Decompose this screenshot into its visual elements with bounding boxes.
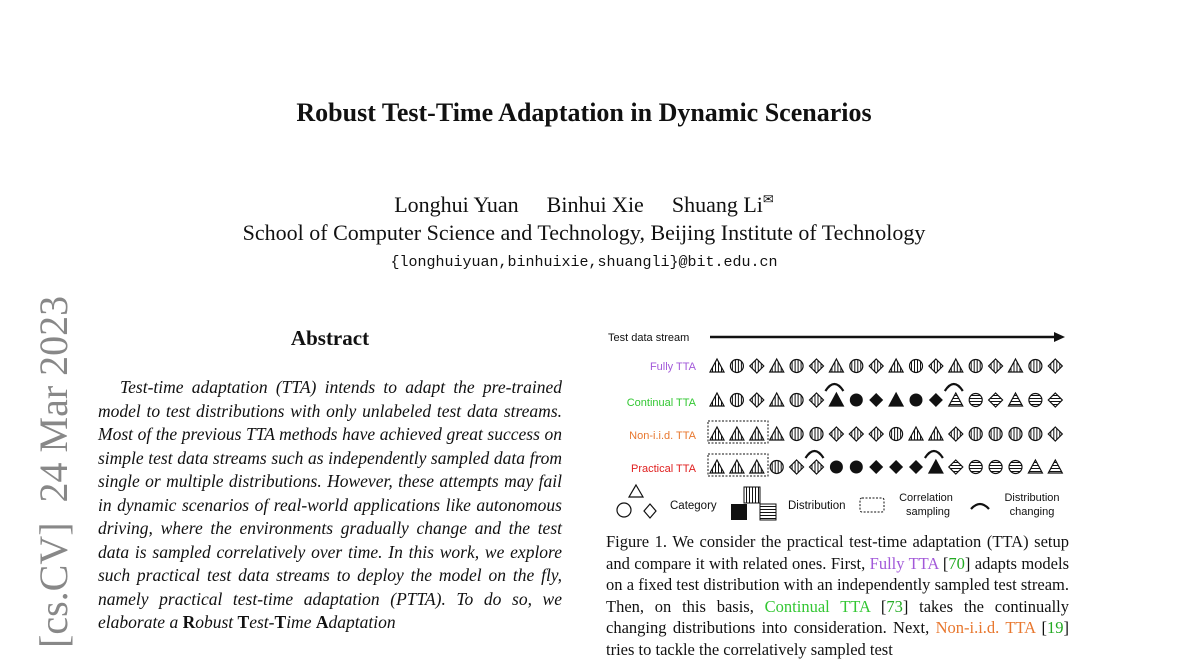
stream-sample-glyph <box>1009 359 1023 372</box>
stream-sample-glyph <box>1029 428 1042 441</box>
abstract-text: obust <box>195 612 238 632</box>
stream-sample-glyph <box>750 359 764 373</box>
stream-sample-glyph <box>1048 393 1062 407</box>
stream-sample-glyph <box>849 427 863 441</box>
stream-sample-glyph <box>889 359 903 372</box>
abstract-text: Test-time adaptation (TTA) intends to adapt the pre-trained model to test distributions with only unlabeled test data streams. Most of the previous TTA methods have achieved great success on simple test data streams such as independently sampled data from single or multiple distributions. However, these attempts may fail in dynamic scenarios of real-world applications like autonomous driving, where the environments gradually change and the test data is sampled correlatively over time. In this work, we explore such practical test data streams to deploy the model on the fly, namely practical test-time adaptation (PTTA). To do so, we elaborate a <box>98 377 562 632</box>
stream-sample-glyph <box>1009 393 1023 406</box>
distribution-change-arc <box>945 384 963 391</box>
stream-sample-glyph <box>869 427 883 441</box>
abstract-bold: T <box>274 612 287 632</box>
stream-sample-glyph <box>869 359 883 373</box>
row-label-continual: Continual TTA <box>626 397 696 409</box>
stream-sample-glyph <box>770 393 784 406</box>
stream-sample-glyph <box>770 359 784 372</box>
stream-sample-glyph <box>790 360 803 373</box>
stream-sample-glyph <box>910 394 923 407</box>
stream-sample-glyph <box>909 460 923 474</box>
stream-sample-glyph <box>790 428 803 441</box>
stream-sample-glyph <box>730 427 744 440</box>
stream-sample-glyph <box>869 393 883 407</box>
stream-sample-glyph <box>929 359 943 373</box>
stream-sample-glyph <box>730 394 743 407</box>
paper-title: Robust Test-Time Adaptation in Dynamic Scenarios <box>296 98 872 127</box>
citation-link[interactable]: 73 <box>886 596 903 616</box>
row-label-fully: Fully TTA <box>649 361 696 373</box>
arxiv-date: 24 Mar 2023 <box>31 295 76 503</box>
stream-sample-glyph <box>1009 461 1022 474</box>
stream-sample-glyph <box>929 393 943 407</box>
stream-sample-glyph <box>830 461 843 474</box>
arxiv-category: [cs.CV] <box>31 522 76 648</box>
legend-correlation-1: Correlation <box>899 492 953 504</box>
caption-text: adapts models on a fixed test distribution with an independently sampled test stream. Then, on this basis, <box>606 553 1069 616</box>
stream-sample-glyph <box>949 359 963 372</box>
stream-sample-glyph <box>850 360 863 373</box>
stream-sample-glyph <box>909 427 923 440</box>
stream-sample-glyph <box>750 460 764 473</box>
stream-sample-glyph <box>969 360 982 373</box>
stream-sample-glyph <box>890 428 903 441</box>
stream-sample-glyph <box>889 460 903 474</box>
legend-distribution: Distribution <box>788 500 846 512</box>
stream-sample-glyph <box>1028 460 1042 473</box>
author-name: Binhui Xie <box>546 192 644 218</box>
shape-rows <box>710 359 1062 474</box>
caption-link-continual[interactable]: Continual TTA <box>764 596 871 616</box>
stream-sample-glyph <box>1048 359 1062 373</box>
stream-sample-glyph <box>969 394 982 407</box>
stream-sample-glyph <box>810 359 824 373</box>
distribution-change-arc <box>806 451 824 458</box>
caption-text: Figure 1. We consider the practical test-time adaptation (TTA) setup and compare it with related ones. First, <box>606 532 1069 573</box>
author-name: Longhui Yuan <box>394 192 519 218</box>
stream-sample-glyph <box>929 427 943 440</box>
caption-text: takes the continually changing distributions into consideration. Next, <box>606 596 1069 637</box>
abstract-bold: T <box>237 612 250 632</box>
stream-sample-glyph <box>1029 394 1042 407</box>
stream-sample-glyph <box>850 394 863 407</box>
abstract-bold: R <box>182 612 196 632</box>
stream-sample-glyph <box>730 460 744 473</box>
distribution-change-arc <box>925 451 943 458</box>
abstract-heading: Abstract <box>290 326 370 350</box>
stream-sample-glyph <box>989 359 1003 373</box>
legend <box>617 485 1060 520</box>
legend-changing-2: changing <box>1009 506 1055 518</box>
email-list: {longhuiyuan,binhuixie,shuangli}@bit.edu.cn <box>390 254 778 271</box>
stream-sample-glyph <box>850 461 863 474</box>
abstract-body <box>98 376 562 635</box>
stream-sample-glyph <box>770 427 784 440</box>
stream-sample-glyph <box>969 428 982 441</box>
stream-sample-glyph <box>829 359 843 372</box>
stream-sample-glyph <box>710 427 724 440</box>
caption-link-fully[interactable]: Fully TTA <box>869 553 939 573</box>
stream-sample-glyph <box>869 460 883 474</box>
stream-sample-glyph <box>829 393 843 406</box>
caption-link-noniid[interactable]: Non-i.i.d. TTA <box>935 618 1036 637</box>
stream-sample-glyph <box>770 461 783 474</box>
stream-sample-glyph <box>889 393 903 406</box>
author-name: Shuang Li✉ <box>671 192 774 218</box>
abstract-paragraph <box>98 376 562 635</box>
legend-correlation-2: sampling <box>905 506 951 518</box>
stream-sample-glyph <box>1048 460 1062 473</box>
row-label-practical: Practical TTA <box>631 463 696 475</box>
caption-text: tries to tackle the correlatively sampled test <box>606 639 893 659</box>
arxiv-watermark <box>30 296 77 648</box>
correlation-legend-icon <box>860 498 884 512</box>
stream-sample-glyph <box>829 427 843 441</box>
distribution-change-arc <box>825 384 843 391</box>
citation-link[interactable]: 70 <box>948 553 965 573</box>
abstract-text: ime <box>286 612 316 632</box>
changing-legend-icon <box>971 504 989 509</box>
stream-sample-glyph <box>949 393 963 406</box>
stream-sample-glyph <box>790 394 803 407</box>
stream-sample-glyph <box>969 461 982 474</box>
legend-category: Category <box>670 500 717 512</box>
stream-sample-glyph <box>710 460 724 473</box>
stream-sample-glyph <box>810 428 823 441</box>
envelope-icon: ✉ <box>762 192 774 207</box>
abstract-bold: A <box>315 612 329 632</box>
stream-sample-glyph <box>910 360 923 373</box>
figure-diagram <box>604 322 1074 522</box>
stream-sample-glyph <box>989 461 1002 474</box>
stream-sample-glyph <box>949 460 963 474</box>
stream-sample-glyph <box>730 360 743 373</box>
stream-sample-glyph <box>750 427 764 440</box>
row-label-noniid: Non-i.i.d. TTA <box>629 430 696 442</box>
distribution-legend-icon <box>731 487 776 520</box>
stream-label: Test data stream <box>608 332 690 344</box>
affiliation: School of Computer Science and Technology, Beijing Institute of Technology <box>242 220 926 245</box>
figure-caption: Figure 1. We consider the practical test-time adaptation (TTA) setup and compare it with related ones. First, Fully TTA [70] adapts models on a fixed test distribution with an independently sampled test stream. Then, on this basis, Continual TTA [73] takes the continually changing distributions into consideration. Next, Non-i.i.d. TTA [19] tries to tackle the correlatively sampled test <box>606 532 1070 659</box>
author-list <box>0 192 1168 218</box>
legend-changing-1: Distribution <box>1004 492 1060 504</box>
abstract-text: daptation <box>328 612 396 632</box>
citation-link[interactable]: 19 <box>1047 618 1064 637</box>
stream-sample-glyph <box>790 460 804 474</box>
stream-sample-glyph <box>989 428 1002 441</box>
stream-sample-glyph <box>810 460 824 474</box>
stream-sample-glyph <box>989 393 1003 407</box>
stream-sample-glyph <box>1029 360 1042 373</box>
abstract-text: est- <box>249 612 275 632</box>
stream-sample-glyph <box>1009 428 1022 441</box>
category-legend-icon <box>617 485 656 518</box>
stream-sample-glyph <box>750 393 764 407</box>
arrow-head-icon <box>1054 332 1065 342</box>
stream-sample-glyph <box>810 393 824 407</box>
stream-sample-glyph <box>1048 427 1062 441</box>
stream-sample-glyph <box>710 359 724 372</box>
stream-sample-glyph <box>929 460 943 473</box>
stream-sample-glyph <box>949 427 963 441</box>
stream-sample-glyph <box>710 393 724 406</box>
